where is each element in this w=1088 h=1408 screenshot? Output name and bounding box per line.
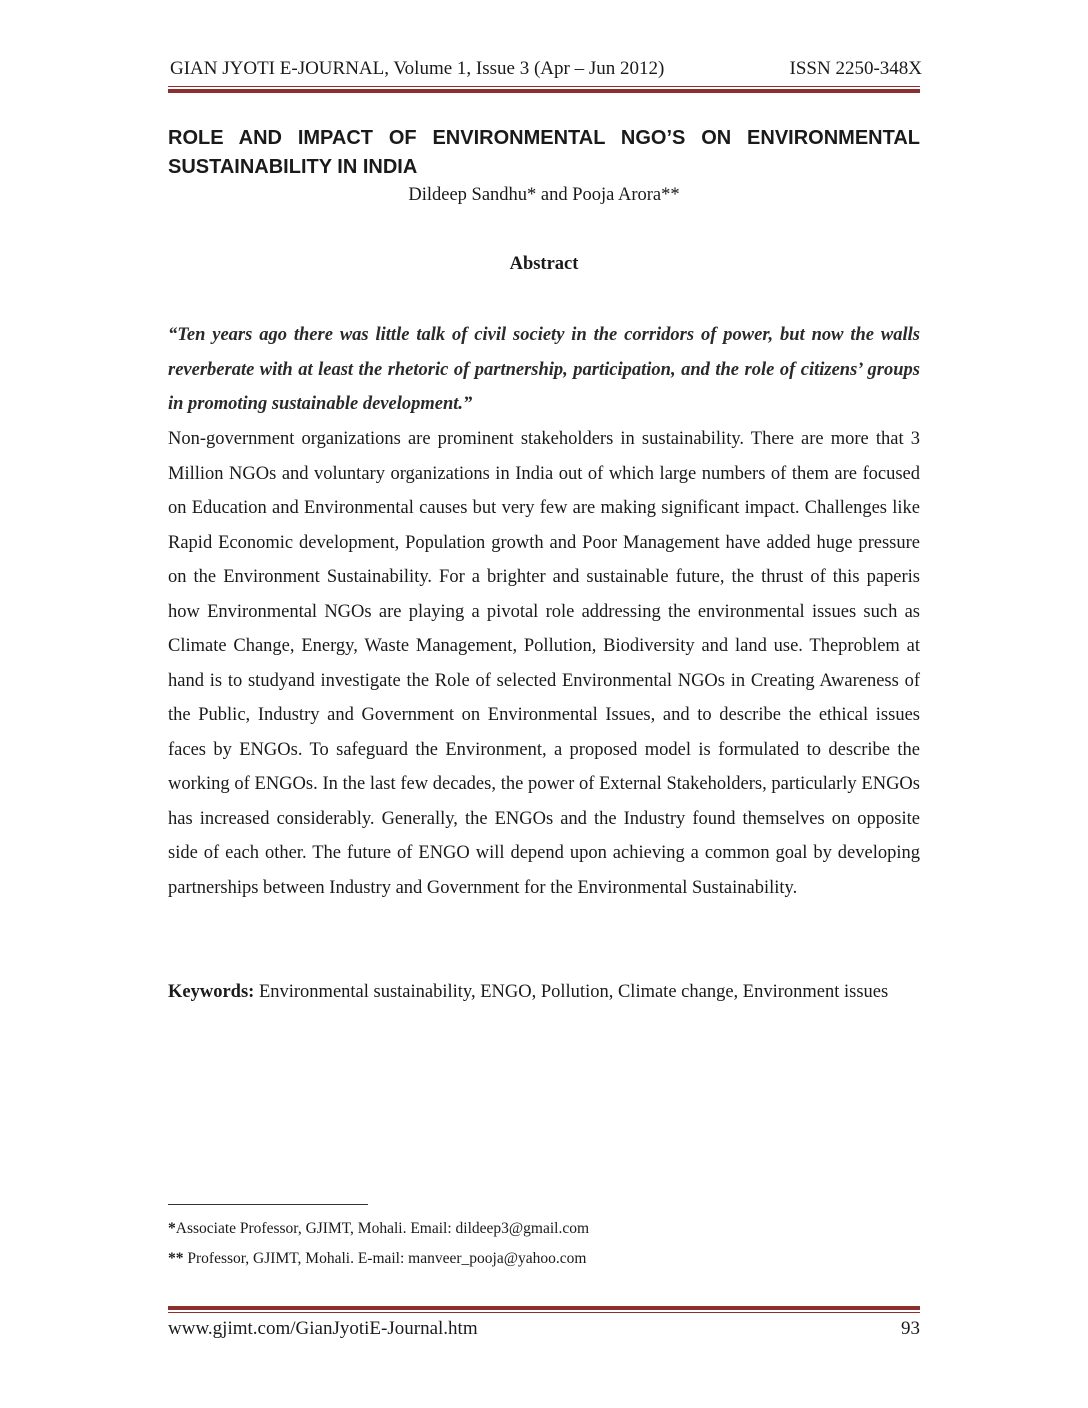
authors: Dildeep Sandhu* and Pooja Arora** (408, 185, 680, 205)
footer-rule-thick (168, 1306, 920, 1310)
keywords-label: Keywords: (168, 982, 255, 1002)
footnote-mark: * (168, 1220, 176, 1237)
abstract-heading: Abstract (509, 254, 579, 274)
footnote-rule (168, 1204, 368, 1205)
journal-url: www.gjimt.com/GianJyotiE-Journal.htm (168, 1318, 478, 1339)
footnote-mark: ** (168, 1250, 184, 1267)
issn: ISSN 2250-348X (789, 58, 922, 79)
header-rule-thin (168, 86, 920, 87)
footnote-author-1 (168, 1220, 920, 1238)
footer-rule-thin (168, 1312, 920, 1313)
footnote-text: Professor, GJIMT, Mohali. E-mail: manveer_pooja@yahoo.com (183, 1250, 587, 1267)
epigraph-quote: “Ten years ago there was little talk of civil society in the corridors of power, but now the walls reverberate with at least the rhetoric of partnership, participation, and the role of citizens’ groups in promoting sustainable development.” (168, 325, 920, 414)
footnote-author-2 (168, 1250, 920, 1268)
footnote-text: Associate Professor, GJIMT, Mohali. Email: dildeep3@gmail.com (175, 1220, 590, 1237)
abstract-body: Non-government organizations are prominent stakeholders in sustainability. There are more that 3 Million NGOs and voluntary organizations in India out of which large numbers of them are focused on Education and Environmental causes but very few are making significant impact. Challenges like Rapid Economic development, Population growth and Poor Management have added huge pressure on the Environment Sustainability. For a brighter and sustainable future, the thrust of this paperis how Environmental NGOs are playing a pivotal role addressing the environmental issues such as Climate Change, Energy, Waste Management, Pollution, Biodiversity and land use. Theproblem at hand is to studyand investigate the Role of selected Environmental NGOs in Creating Awareness of the Public, Industry and Government on Environmental Issues, and to describe the ethical issues faces by ENGOs. To safeguard the Environment, a proposed model is formulated to describe the working of ENGOs. In the last few decades, the power of External Stakeholders, particularly ENGOs has increased considerably. Generally, the ENGOs and the Industry found themselves on opposite side of each other. The future of ENGO will depend upon achieving a common goal by developing partnerships between Industry and Government for the Environmental Sustainability. (168, 429, 920, 898)
header-rule-thick (168, 89, 920, 93)
running-footer (168, 1318, 920, 1340)
page-number: 93 (901, 1318, 920, 1339)
journal-citation: GIAN JYOTI E-JOURNAL, Volume 1, Issue 3 (Apr – Jun 2012) (170, 58, 665, 79)
paper-title-line-1: ROLE AND IMPACT OF ENVIRONMENTAL NGO’S ON ENVIRONMENTAL (168, 127, 920, 149)
paper-title-line-2: SUSTAINABILITY IN INDIA (168, 156, 418, 178)
running-header (170, 58, 922, 80)
keywords-text: Environmental sustainability, ENGO, Pollution, Climate change, Environment issues (254, 982, 889, 1002)
keywords (168, 975, 920, 1010)
paper-title (168, 124, 920, 182)
